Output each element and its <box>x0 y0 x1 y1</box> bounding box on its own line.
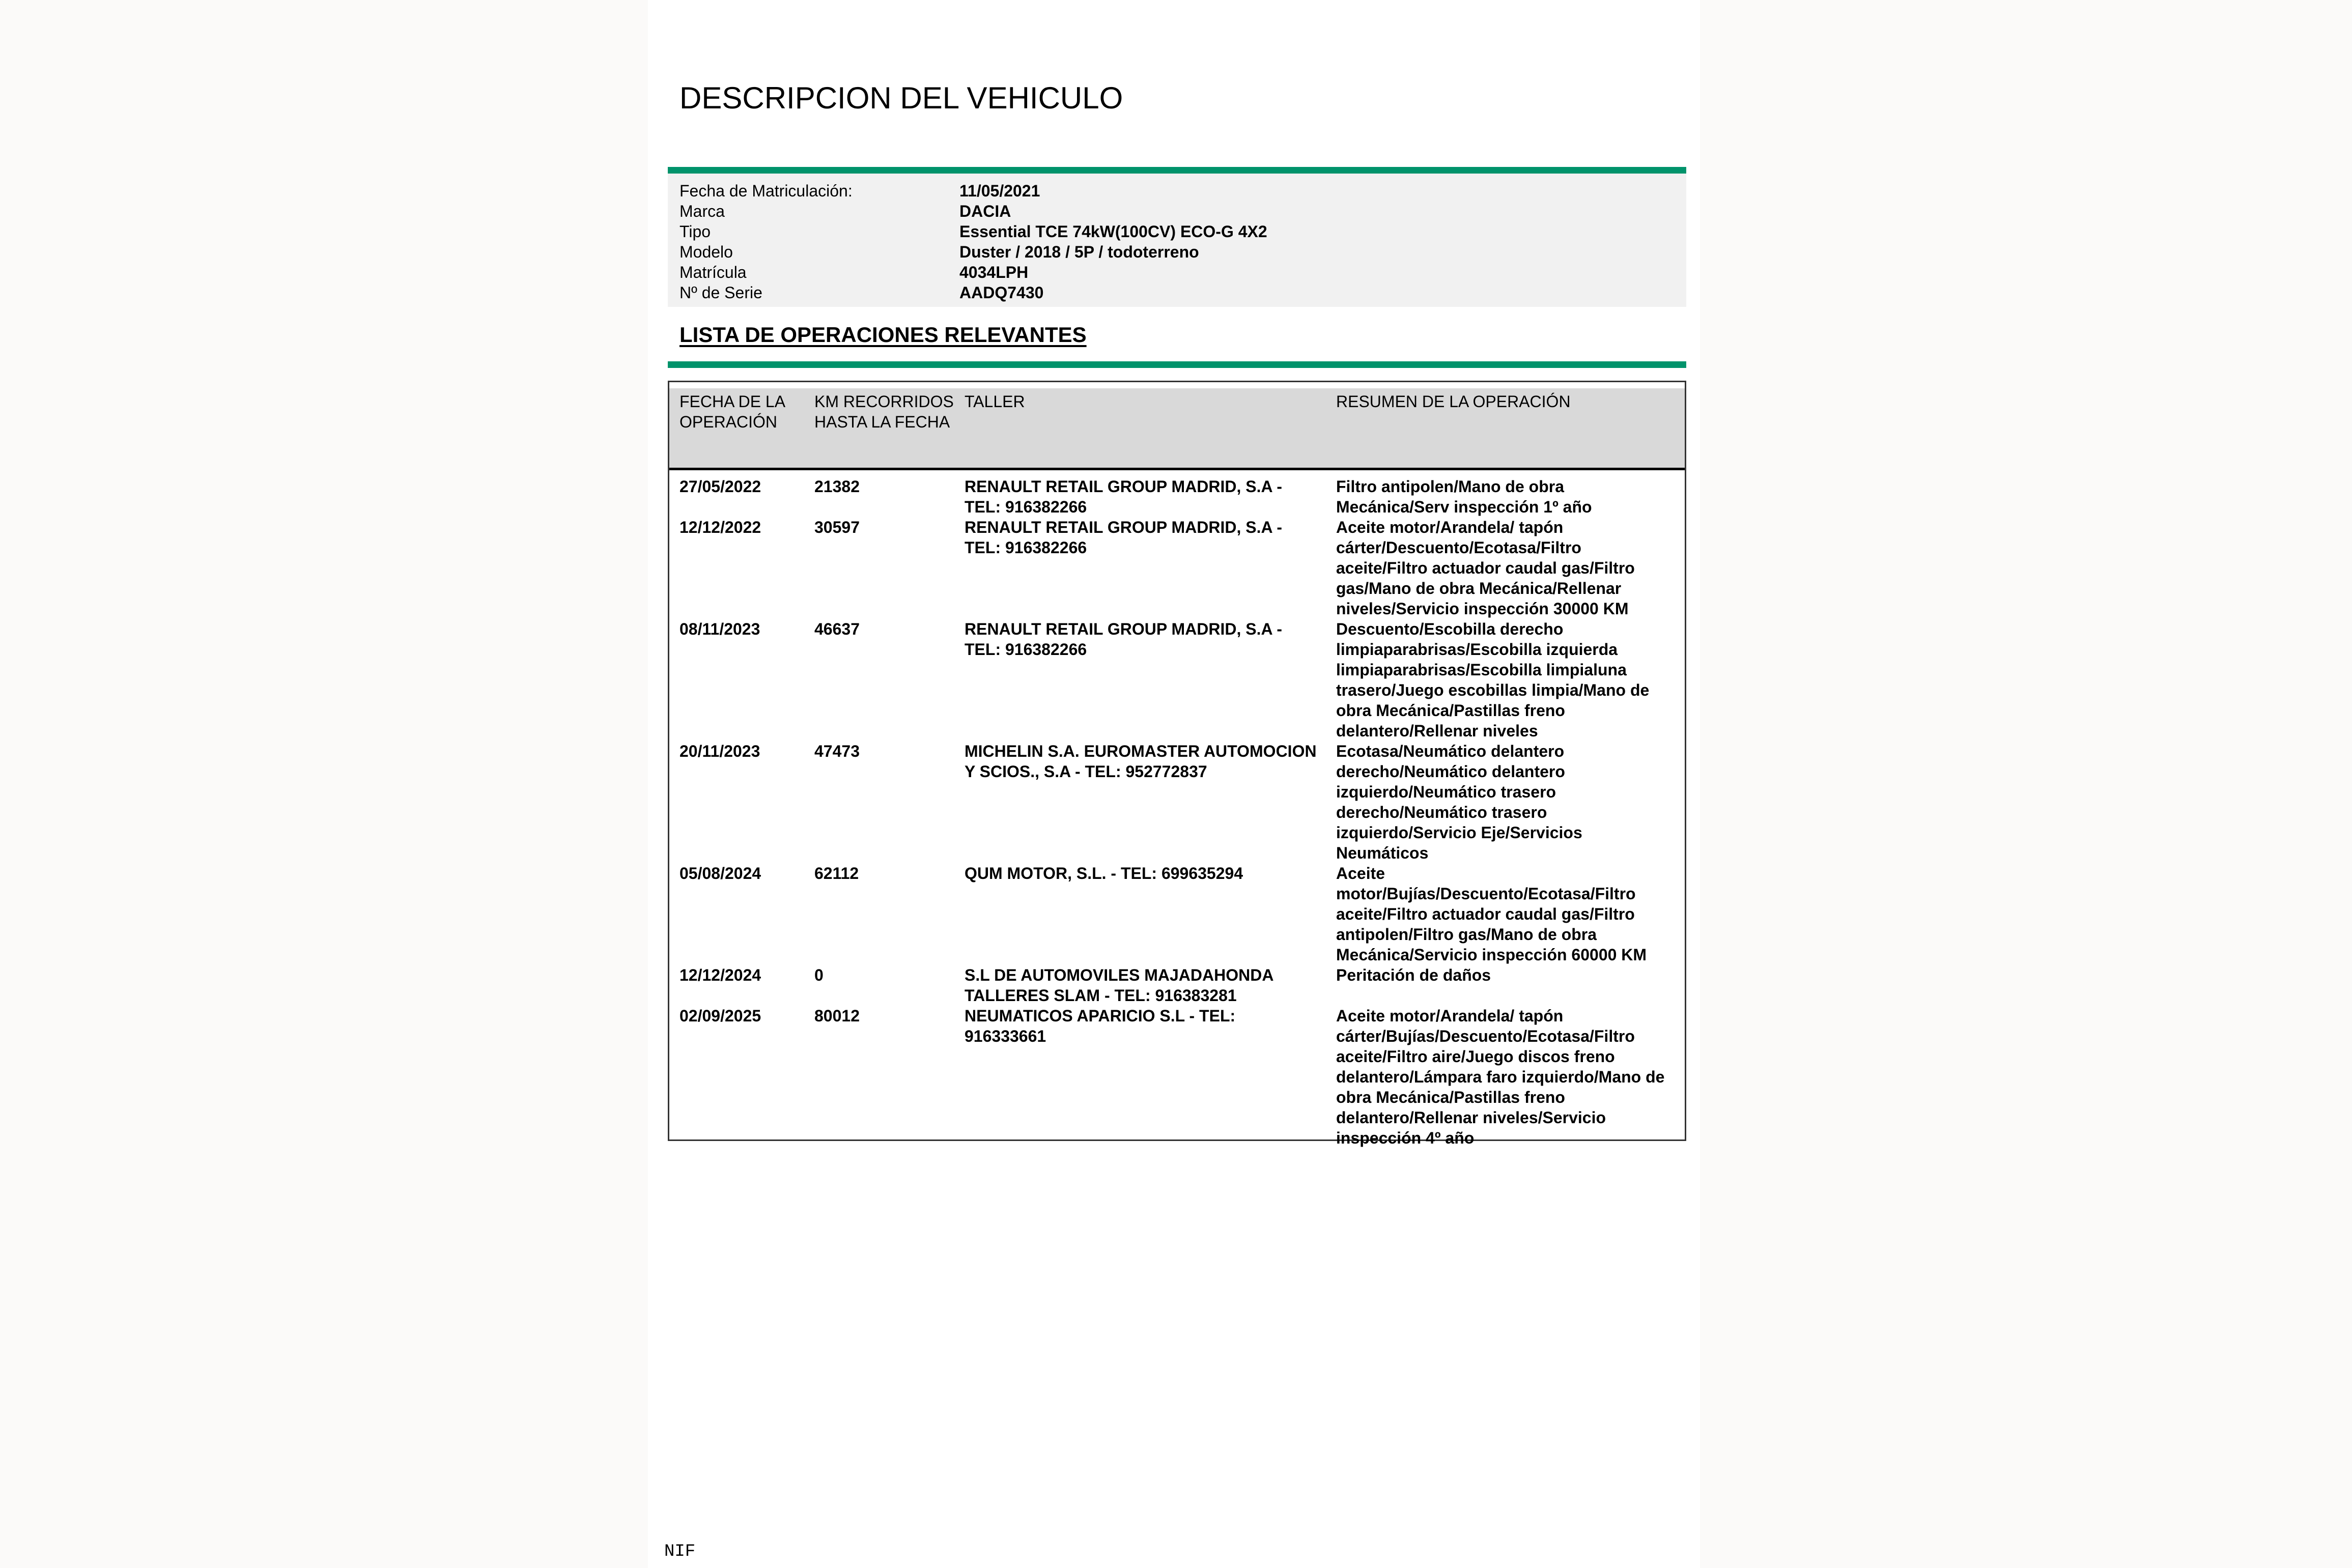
info-row-fecha-matriculacion <box>668 181 1686 201</box>
cell-resumen: Filtro antipolen/Mano de obra Mecánica/Serv inspección 1º año <box>1336 477 1592 516</box>
cell-resumen: Descuento/Escobilla derecho limpiaparabrisas/Escobilla izquierda limpiaparabrisas/Escobilla limpialuna trasero/Juego escobillas limpia/Mano de obra Mecánica/Pastillas freno delantero/Rellenar niveles <box>1336 620 1650 740</box>
table-row <box>669 619 1685 741</box>
cell-fecha: 08/11/2023 <box>679 620 760 638</box>
cell-taller: RENAULT RETAIL GROUP MADRID, S.A - TEL: 916382266 <box>965 477 1282 516</box>
vehicle-info-box <box>668 174 1686 307</box>
cell-taller: S.L DE AUTOMOVILES MAJADAHONDA TALLERES SLAM - TEL: 916383281 <box>965 966 1273 1005</box>
table-row <box>669 517 1685 619</box>
table-row <box>669 863 1685 965</box>
table-header <box>669 388 1685 470</box>
info-row-tipo <box>668 221 1686 242</box>
cell-fecha: 05/08/2024 <box>679 864 761 882</box>
info-row-marca <box>668 201 1686 221</box>
cell-resumen: Peritación de daños <box>1336 966 1491 984</box>
cell-km: 46637 <box>814 620 860 638</box>
info-label: Marca <box>679 202 725 220</box>
info-value: DACIA <box>959 202 1011 220</box>
cell-taller: QUM MOTOR, S.L. - TEL: 699635294 <box>965 864 1243 882</box>
info-value: 11/05/2021 <box>959 182 1040 200</box>
table-body <box>669 476 1685 1148</box>
cell-fecha: 20/11/2023 <box>679 742 760 760</box>
info-label: Fecha de Matriculación: <box>679 182 853 200</box>
cell-taller: RENAULT RETAIL GROUP MADRID, S.A - TEL: 916382266 <box>965 518 1282 557</box>
document-page <box>648 0 1700 1568</box>
table-row <box>669 476 1685 517</box>
column-header-km: KM RECORRIDOS HASTA LA FECHA <box>814 392 954 431</box>
cell-km: 80012 <box>814 1007 860 1025</box>
cell-resumen: Aceite motor/Arandela/ tapón cárter/Descuento/Ecotasa/Filtro aceite/Filtro actuador caudal gas/Filtro gas/Mano de obra Mecánica/Rellenar niveles/Servicio inspección 30000 KM <box>1336 518 1635 618</box>
info-value: Essential TCE 74kW(100CV) ECO-G 4X2 <box>959 222 1267 241</box>
info-value: Duster / 2018 / 5P / todoterreno <box>959 243 1199 261</box>
nif-label: NIF <box>664 1542 696 1561</box>
cell-km: 30597 <box>814 518 860 536</box>
cell-fecha: 02/09/2025 <box>679 1007 761 1025</box>
cell-resumen: Aceite motor/Arandela/ tapón cárter/Bujías/Descuento/Ecotasa/Filtro aceite/Filtro aire/Juego discos freno delantero/Lámpara faro izquierdo/Mano de obra Mecánica/Pastillas freno delantero/Rellenar niveles/Servicio inspección 4º año <box>1336 1007 1665 1147</box>
cell-km: 62112 <box>814 864 859 882</box>
table-row <box>669 1006 1685 1148</box>
table-row <box>669 741 1685 863</box>
cell-fecha: 12/12/2022 <box>679 518 761 536</box>
info-row-modelo <box>668 242 1686 262</box>
column-header-taller: TALLER <box>965 392 1025 411</box>
green-divider <box>668 167 1686 174</box>
info-label: Matrícula <box>679 263 747 281</box>
green-divider <box>668 361 1686 368</box>
info-label: Modelo <box>679 243 733 261</box>
info-value: 4034LPH <box>959 263 1029 281</box>
cell-resumen: Aceite motor/Bujías/Descuento/Ecotasa/Filtro aceite/Filtro actuador caudal gas/Filtro antipolen/Filtro gas/Mano de obra Mecánica/Servicio inspección 60000 KM <box>1336 864 1647 964</box>
operations-table <box>668 381 1686 1147</box>
cell-fecha: 27/05/2022 <box>679 477 761 496</box>
cell-km: 47473 <box>814 742 860 760</box>
cell-taller: MICHELIN S.A. EUROMASTER AUTOMOCION Y SCIOS., S.A - TEL: 952772837 <box>965 742 1317 781</box>
column-header-fecha: FECHA DE LA OPERACIÓN <box>679 392 785 431</box>
cell-taller: RENAULT RETAIL GROUP MADRID, S.A - TEL: 916382266 <box>965 620 1282 659</box>
cell-taller: NEUMATICOS APARICIO S.L - TEL: 916333661 <box>965 1007 1236 1045</box>
cell-km: 21382 <box>814 477 860 496</box>
column-header-resumen: RESUMEN DE LA OPERACIÓN <box>1336 392 1571 411</box>
section-title-operaciones: LISTA DE OPERACIONES RELEVANTES <box>679 323 1087 347</box>
cell-resumen: Ecotasa/Neumático delantero derecho/Neumático delantero izquierdo/Neumático trasero derecho/Neumático trasero izquierdo/Servicio Eje/Servicios Neumáticos <box>1336 742 1582 862</box>
info-value: AADQ7430 <box>959 283 1044 302</box>
page-title: DESCRIPCION DEL VEHICULO <box>679 81 1123 115</box>
info-row-numero-serie <box>668 282 1686 303</box>
info-label: Nº de Serie <box>679 283 762 302</box>
info-row-matricula <box>668 262 1686 282</box>
info-label: Tipo <box>679 222 711 241</box>
cell-km: 0 <box>814 966 824 984</box>
table-row <box>669 965 1685 1006</box>
cell-fecha: 12/12/2024 <box>679 966 761 984</box>
